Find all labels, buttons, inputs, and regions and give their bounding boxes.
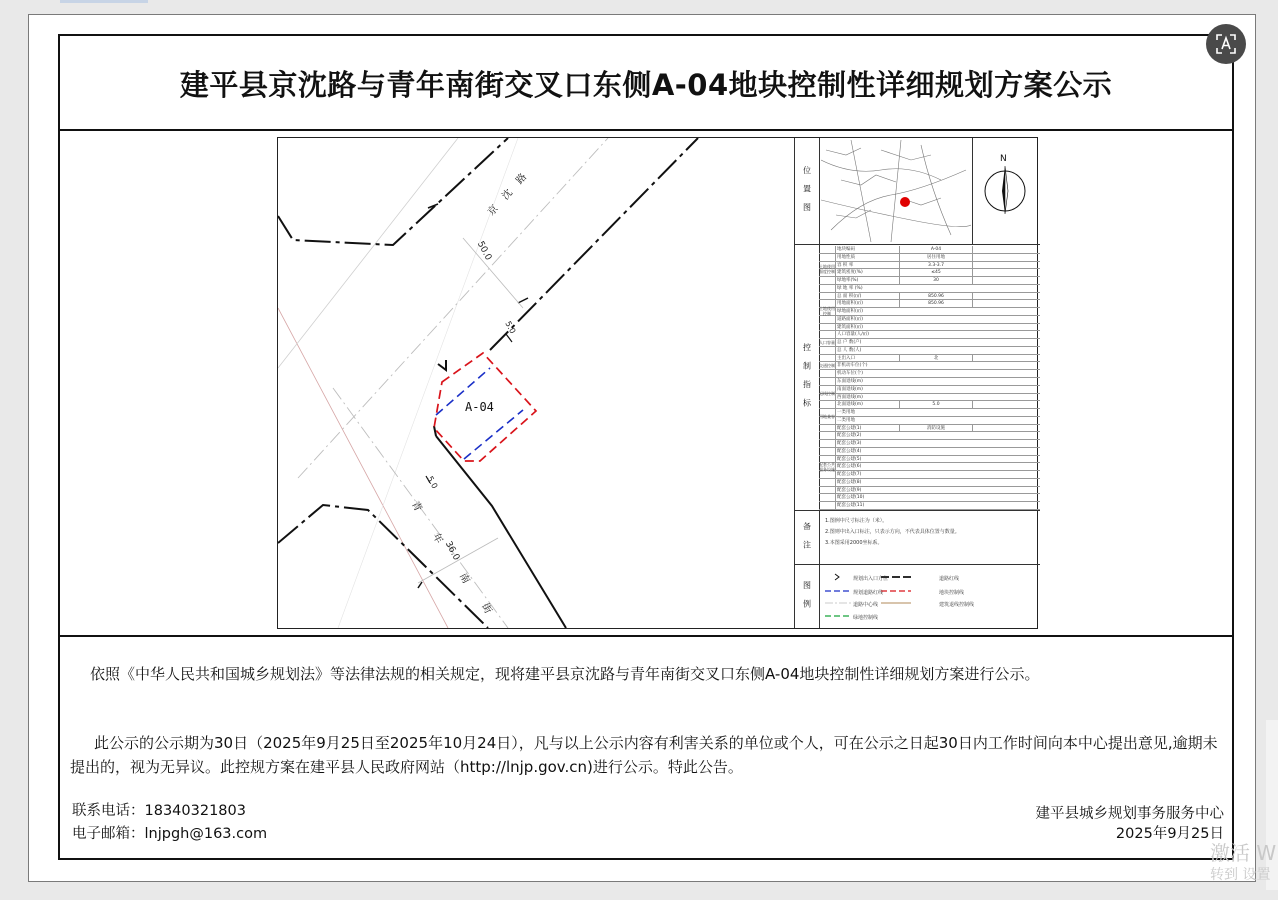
indicator-key: 总 人 数(人) <box>837 347 862 353</box>
indicator-key: 配套公建(11) <box>837 503 865 509</box>
text-select-icon[interactable] <box>1206 24 1246 64</box>
indicator-key: 机动车位(个) <box>837 371 864 377</box>
indicator-row <box>819 339 1040 347</box>
notes-list <box>825 516 1037 549</box>
indicator-key: 东面退线(m) <box>837 379 863 384</box>
indicator-key: 容 积 率 <box>837 262 854 268</box>
indicator-row <box>819 308 1040 316</box>
north-arrow-icon <box>983 164 1027 218</box>
indicator-key: 配套公建(7) <box>837 472 862 478</box>
indicator-row <box>819 425 1040 433</box>
indicator-key: 一类用地 <box>837 410 855 416</box>
indicator-key: 北面退线(m) <box>837 402 863 408</box>
indicator-value: A-04 <box>899 246 973 254</box>
watermark-line-2: 转到 设置 <box>1210 867 1271 883</box>
indicator-key: 非机动车位(个) <box>837 363 868 369</box>
indicator-row <box>819 494 1040 502</box>
indicator-group-label: 人口容量 <box>819 331 835 354</box>
indicator-group-label: 土地使用控制 <box>819 293 835 332</box>
indicator-key: 绿地率(%) <box>837 278 859 284</box>
legend-green-line: 绿地控制线 <box>853 615 879 621</box>
indicator-row <box>819 293 1040 301</box>
indicator-key: 建筑面积(㎡) <box>837 324 864 330</box>
indicator-value: 消防设施 <box>899 425 973 433</box>
issue-date: 2025年9月25日 <box>1115 826 1224 842</box>
indicator-group-label: 退线控制 <box>819 378 835 409</box>
indicator-row <box>819 463 1040 471</box>
notes-label: 备 注 <box>802 521 812 553</box>
road2-width: 36.0 <box>442 539 462 563</box>
parcel-label: A-04 <box>465 400 494 414</box>
indicator-value: 3.3-3.7 <box>899 262 973 270</box>
indicator-row <box>819 378 1040 386</box>
road1-width: 50.0 <box>474 239 494 263</box>
watermark-line-1: 激活 W <box>1210 841 1277 865</box>
indicator-key: 道路面积(㎡) <box>837 316 864 322</box>
indicator-value: 850.96 <box>899 300 973 308</box>
indicator-row <box>819 386 1040 394</box>
notice-paragraph-2: 此公示的公示期为30日（2025年9月25日至2025年10月24日），凡与以上公示内容有利害关系的单位或个人，可在公示之日起30日内工作时间向本中心提出意见,逾期未提出的，视为无异议。此控规方案在建平县人民政府网站（http://lnjp.gov.cn)进行公示。特此公告。 <box>70 734 1218 776</box>
indicator-key: 配套公建(2) <box>837 433 862 439</box>
indicator-key: 绿地面积(㎡) <box>837 309 864 315</box>
indicator-key: 配套公建(3) <box>837 441 862 447</box>
indicator-key: 总 面 积(㎡) <box>837 293 862 299</box>
north-label: N <box>1000 154 1007 164</box>
indicator-row <box>819 262 1040 270</box>
indicator-group-label: 交通控制 <box>819 355 835 378</box>
note-3: 3.本图采用2000坐标系。 <box>825 540 883 546</box>
indicator-key: 二类用地 <box>837 417 855 423</box>
indicator-row <box>819 479 1040 487</box>
indicator-row <box>819 285 1040 293</box>
indicator-row <box>819 370 1040 378</box>
indicator-key: 地块编码 <box>837 247 855 252</box>
control-label: 控 制 指 标 <box>802 343 812 411</box>
location-mini-map <box>821 140 971 242</box>
road2-char-3: 南 <box>457 571 472 586</box>
contact-phone: 联系电话：18340321803 <box>72 803 246 819</box>
location-label: 位 置 图 <box>802 166 812 216</box>
note-2: 2.图则中出入口标注，只表示方向，不代表具体位置与数量。 <box>825 529 960 535</box>
indicator-row <box>819 394 1040 402</box>
indicator-row <box>819 331 1040 339</box>
legend-label: 图 例 <box>802 580 812 612</box>
indicator-value: 30 <box>899 277 973 285</box>
issuer-name: 建平县城乡规划事务服务中心 <box>1035 806 1224 822</box>
indicator-key: 人口容量(人/㎡) <box>837 332 870 338</box>
indicator-key: 配套公建(5) <box>837 456 862 462</box>
indicator-row <box>819 277 1040 285</box>
indicator-value: 北 <box>899 355 973 363</box>
indicator-value: 居住用地 <box>899 254 973 262</box>
legend-center-line: 道路中心线 <box>853 602 879 608</box>
indicator-row <box>819 347 1040 355</box>
indicator-value: 850.96 <box>899 293 973 301</box>
indicator-key: 配套公建(1) <box>837 425 862 431</box>
indicator-group-label: 土地使用强度控制 <box>819 246 835 293</box>
indicator-row <box>819 316 1040 324</box>
indicator-row <box>819 440 1040 448</box>
indicator-key: 配套公建(8) <box>837 479 862 485</box>
indicator-row <box>819 409 1040 417</box>
indicator-key: 配套公建(10) <box>837 495 865 501</box>
indicator-key: 总 户 数(户) <box>837 340 862 346</box>
indicator-row <box>819 502 1040 510</box>
legend-planned-red-line: 规划道路红线 <box>853 590 884 596</box>
indicator-key: 配套公建(9) <box>837 487 862 493</box>
indicator-row <box>819 269 1040 277</box>
indicator-row <box>819 471 1040 479</box>
indicator-key: 主出入口 <box>837 355 855 361</box>
activation-watermark <box>1210 842 1276 886</box>
indicator-key: 西面退线(m) <box>837 394 863 400</box>
plan-drawing <box>277 137 1038 629</box>
indicator-key: 建筑密度(%) <box>837 270 863 276</box>
indicator-row <box>819 417 1040 425</box>
indicator-row <box>819 448 1040 456</box>
road1-label: 京 沈 路 <box>485 168 532 219</box>
indicator-row <box>819 355 1040 363</box>
indicator-group-label: 用地兼容 <box>819 409 835 425</box>
indicator-key: 用地性质 <box>837 254 855 260</box>
indicator-key: 南面退线(m) <box>837 386 863 392</box>
notice-paragraph-1: 依照《中华人民共和国城乡规划法》等法律法规的相关规定，现将建平县京沈路与青年南街交叉口东侧A-04地块控制性详细规划方案进行公示。 <box>90 665 1040 683</box>
road2-char-2: 年 <box>430 531 445 546</box>
indicator-key: 绿 地 率 (%) <box>837 285 863 291</box>
control-panel <box>794 138 1040 628</box>
ocr-glyph-icon <box>1215 33 1237 55</box>
legend-entrance: 规划出入口方位 <box>853 576 889 582</box>
setback-north: 5.0 <box>503 319 518 336</box>
indicator-table <box>819 246 1040 510</box>
indicator-row <box>819 246 1040 254</box>
indicator-row <box>819 300 1040 308</box>
road2-char-1: 青 <box>409 499 424 514</box>
indicator-row <box>819 254 1040 262</box>
indicator-key: 配套公建(6) <box>837 464 862 470</box>
setback-west: 5.0 <box>425 474 440 491</box>
indicator-group-label: 配套公共服务设施 <box>819 425 835 510</box>
road2-char-4: 街 <box>479 601 494 616</box>
indicator-key: 配套公建(4) <box>837 448 862 454</box>
map-divider <box>58 635 1234 637</box>
site-plan-map <box>278 138 794 628</box>
note-1: 1.图例中尺寸标注为（米）。 <box>825 518 888 524</box>
indicator-row <box>819 401 1040 409</box>
legend-parcel-line: 地块控制线 <box>939 590 965 596</box>
indicator-row <box>819 456 1040 464</box>
contact-email: 电子邮箱：lnjpgh@163.com <box>72 826 268 842</box>
indicator-value: ≤45 <box>899 269 973 277</box>
indicator-row <box>819 487 1040 495</box>
tab-indicator <box>60 0 148 3</box>
legend-red-line: 道路红线 <box>939 576 960 582</box>
indicator-value: 5.0 <box>899 401 973 409</box>
indicator-row <box>819 362 1040 370</box>
indicator-key: 用地面积(㎡) <box>837 301 864 307</box>
legend-setback-line: 建筑退线控制线 <box>939 602 975 608</box>
notice-title: 建平县京沈路与青年南街交叉口东侧A-04地块控制性详细规划方案公示 <box>179 67 1113 102</box>
indicator-row <box>819 324 1040 332</box>
indicator-row <box>819 432 1040 440</box>
